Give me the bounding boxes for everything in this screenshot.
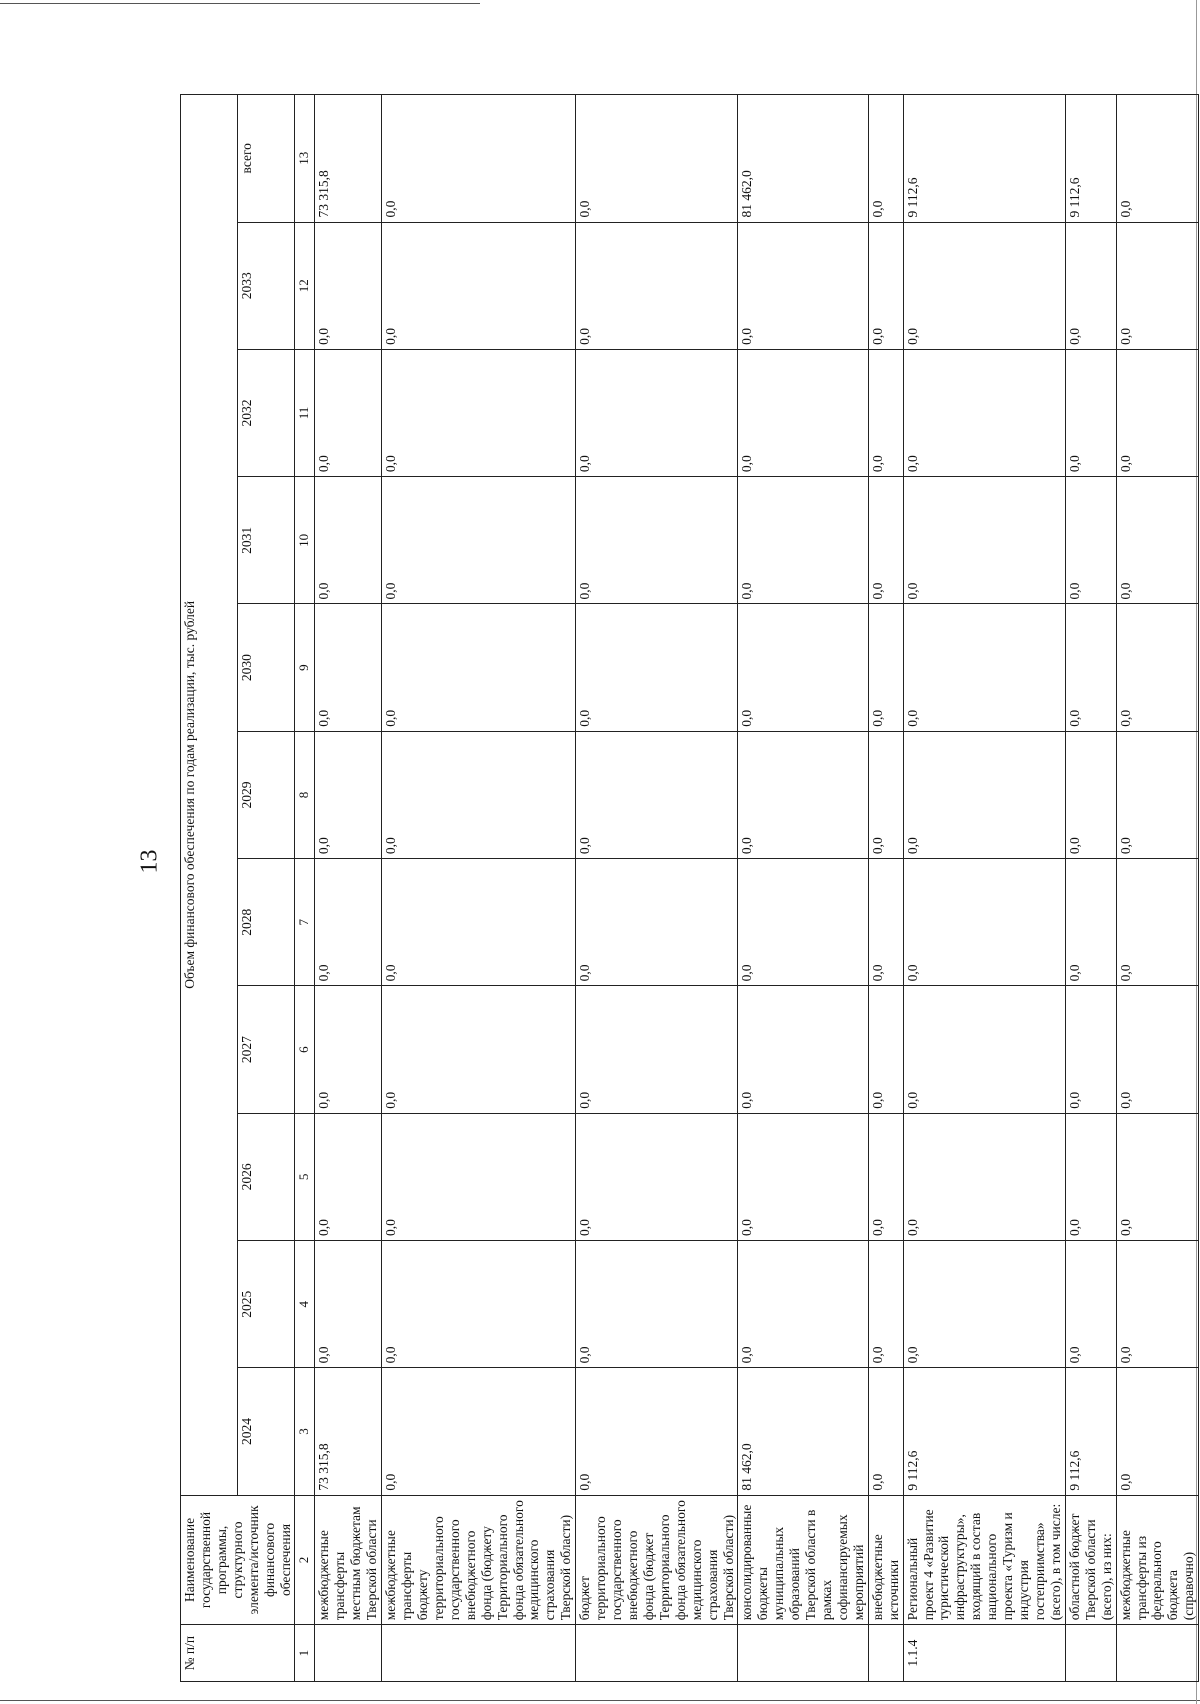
value-cell: 0,0: [868, 349, 903, 476]
value-cell: 0,0: [868, 1113, 903, 1240]
total-cell: 9 112,6: [903, 95, 1065, 223]
year-header: 2028: [238, 859, 295, 986]
table-row: [738, 95, 868, 1682]
value-cell: 0,0: [868, 986, 903, 1113]
table-row: [1065, 95, 1116, 1682]
total-cell: 9 112,6: [1065, 95, 1116, 223]
header-row-years: [238, 95, 295, 1682]
table-row: [868, 95, 903, 1682]
value-cell: 0,0: [315, 859, 382, 986]
scan-edge-bottom: [0, 1700, 1200, 1701]
value-cell: 0,0: [576, 349, 738, 476]
column-index: 12: [295, 222, 315, 349]
total-cell: 0,0: [1116, 95, 1199, 223]
value-cell: 0,0: [738, 859, 868, 986]
value-cell: 0,0: [738, 986, 868, 1113]
year-header: 2027: [238, 986, 295, 1113]
value-cell: 0,0: [868, 604, 903, 731]
table-row: [382, 95, 576, 1682]
value-cell: 0,0: [1065, 1241, 1116, 1368]
row-name: областной бюджет Тверской области (всего), из них:: [1065, 1495, 1116, 1625]
row-name: межбюджетные трансферты бюджету территориального государственного внебюджетного фонда (бюджету Территориального фонда обязательного медицинского страхования Тверской области): [382, 1495, 576, 1625]
column-index: 9: [295, 604, 315, 731]
value-cell: 0,0: [903, 604, 1065, 731]
row-name: внебюджетные источники: [868, 1495, 903, 1625]
value-cell: 0,0: [1116, 1368, 1199, 1495]
column-index: 2: [295, 1495, 315, 1625]
value-cell: 0,0: [868, 859, 903, 986]
value-cell: 0,0: [382, 1368, 576, 1495]
value-cell: 0,0: [382, 349, 576, 476]
value-cell: 0,0: [1116, 477, 1199, 604]
value-cell: 0,0: [903, 859, 1065, 986]
value-cell: 0,0: [576, 859, 738, 986]
value-cell: 0,0: [1065, 986, 1116, 1113]
year-header: 2030: [238, 604, 295, 731]
value-cell: 0,0: [1116, 1113, 1199, 1240]
row-name: консолидированные бюджеты муниципальных образований Тверской области в рамках софинансируемых мероприятий: [738, 1495, 868, 1625]
value-cell: 0,0: [382, 859, 576, 986]
value-cell: 0,0: [1116, 349, 1199, 476]
value-cell: 0,0: [903, 349, 1065, 476]
row-number: [382, 1625, 576, 1682]
value-cell: 0,0: [382, 731, 576, 858]
value-cell: 0,0: [315, 604, 382, 731]
page-number: 13: [136, 849, 163, 874]
row-number: [1116, 1625, 1199, 1682]
value-cell: 0,0: [868, 731, 903, 858]
value-cell: 0,0: [1065, 222, 1116, 349]
total-cell: 0,0: [576, 95, 738, 223]
column-index: 11: [295, 349, 315, 476]
value-cell: 0,0: [903, 1113, 1065, 1240]
header-row-1: [181, 95, 238, 1682]
year-header: 2033: [238, 222, 295, 349]
year-header: 2026: [238, 1113, 295, 1240]
value-cell: 0,0: [1065, 859, 1116, 986]
row-name: Региональный проект 4 «Развитие туристической инфраструктуры», входящий в состав национального проекта «Туризм и индустрия гостеприимства» (всего), в том числе:: [903, 1495, 1065, 1625]
value-cell: 0,0: [903, 222, 1065, 349]
value-cell: 0,0: [738, 1113, 868, 1240]
column-index: 13: [295, 95, 315, 223]
total-cell: 0,0: [382, 95, 576, 223]
value-cell: 0,0: [315, 349, 382, 476]
column-index: 1: [295, 1625, 315, 1682]
col-header-group: Объем финансового обеспечения по годам реализации, тыс. рублей: [181, 95, 238, 1496]
year-header: 2031: [238, 477, 295, 604]
row-number: [576, 1625, 738, 1682]
value-cell: 0,0: [576, 986, 738, 1113]
value-cell: 0,0: [315, 731, 382, 858]
value-cell: 9 112,6: [903, 1368, 1065, 1495]
value-cell: 0,0: [1065, 349, 1116, 476]
table-row: [1116, 95, 1199, 1682]
year-header: 2032: [238, 349, 295, 476]
total-cell: 81 462,0: [738, 95, 868, 223]
value-cell: 73 315,8: [315, 1368, 382, 1495]
value-cell: 0,0: [903, 986, 1065, 1113]
value-cell: 0,0: [315, 222, 382, 349]
value-cell: 0,0: [903, 1241, 1065, 1368]
value-cell: 0,0: [1065, 731, 1116, 858]
value-cell: 0,0: [576, 477, 738, 604]
column-index: 7: [295, 859, 315, 986]
year-header: 2025: [238, 1241, 295, 1368]
value-cell: 0,0: [1116, 859, 1199, 986]
value-cell: 0,0: [738, 1241, 868, 1368]
value-cell: 0,0: [576, 222, 738, 349]
row-name: межбюджетные трансферты местным бюджетам Тверской области: [315, 1495, 382, 1625]
value-cell: 0,0: [382, 604, 576, 731]
total-header: всего: [238, 95, 295, 223]
value-cell: 0,0: [1116, 986, 1199, 1113]
row-name: межбюджетные трансферты из федерального бюджета (справочно): [1116, 1495, 1199, 1625]
column-index: 8: [295, 731, 315, 858]
row-number: [868, 1625, 903, 1682]
value-cell: 0,0: [382, 986, 576, 1113]
value-cell: 0,0: [576, 1241, 738, 1368]
value-cell: 0,0: [868, 1241, 903, 1368]
value-cell: 0,0: [1116, 604, 1199, 731]
row-name: бюджет территориального государственного внебюджетного фонда (бюджет Территориального фонда обязательного медицинского страхования Тверской области): [576, 1495, 738, 1625]
value-cell: 0,0: [315, 986, 382, 1113]
value-cell: 0,0: [1116, 222, 1199, 349]
column-index-row: [295, 95, 315, 1682]
value-cell: 0,0: [868, 222, 903, 349]
rotated-table-container: [180, 94, 1197, 1682]
row-number: [1065, 1625, 1116, 1682]
table-row: [903, 95, 1065, 1682]
value-cell: 0,0: [738, 222, 868, 349]
year-header: 2024: [238, 1368, 295, 1495]
funding-table: [180, 94, 1199, 1682]
row-number: 1.1.4: [903, 1625, 1065, 1682]
year-header: 2029: [238, 731, 295, 858]
row-number: [738, 1625, 868, 1682]
value-cell: 0,0: [382, 1241, 576, 1368]
value-cell: 0,0: [382, 1113, 576, 1240]
column-index: 10: [295, 477, 315, 604]
value-cell: 0,0: [1116, 1241, 1199, 1368]
value-cell: 0,0: [382, 477, 576, 604]
value-cell: 0,0: [1116, 731, 1199, 858]
value-cell: 0,0: [1065, 477, 1116, 604]
value-cell: 0,0: [576, 604, 738, 731]
value-cell: 0,0: [576, 1113, 738, 1240]
value-cell: 0,0: [868, 1368, 903, 1495]
value-cell: 0,0: [315, 1241, 382, 1368]
value-cell: 0,0: [315, 1113, 382, 1240]
column-index: 6: [295, 986, 315, 1113]
column-index: 5: [295, 1113, 315, 1240]
total-cell: 0,0: [868, 95, 903, 223]
col-header-no: № п/п: [181, 1625, 295, 1682]
col-header-name: Наименование государственной программы, структурного элемента/источник финансового обеспечения: [181, 1495, 295, 1625]
value-cell: 0,0: [576, 731, 738, 858]
value-cell: 0,0: [903, 477, 1065, 604]
value-cell: 0,0: [1065, 1113, 1116, 1240]
value-cell: 0,0: [576, 1368, 738, 1495]
column-index: 3: [295, 1368, 315, 1495]
value-cell: 0,0: [1065, 604, 1116, 731]
value-cell: 0,0: [738, 604, 868, 731]
column-index: 4: [295, 1241, 315, 1368]
value-cell: 0,0: [903, 731, 1065, 858]
value-cell: 81 462,0: [738, 1368, 868, 1495]
row-number: [315, 1625, 382, 1682]
value-cell: 0,0: [868, 477, 903, 604]
table-row: [576, 95, 738, 1682]
value-cell: 0,0: [382, 222, 576, 349]
scan-edge-top: [0, 3, 480, 4]
value-cell: 9 112,6: [1065, 1368, 1116, 1495]
value-cell: 0,0: [315, 477, 382, 604]
table-row: [315, 95, 382, 1682]
total-cell: 73 315,8: [315, 95, 382, 223]
value-cell: 0,0: [738, 731, 868, 858]
value-cell: 0,0: [738, 349, 868, 476]
value-cell: 0,0: [738, 477, 868, 604]
